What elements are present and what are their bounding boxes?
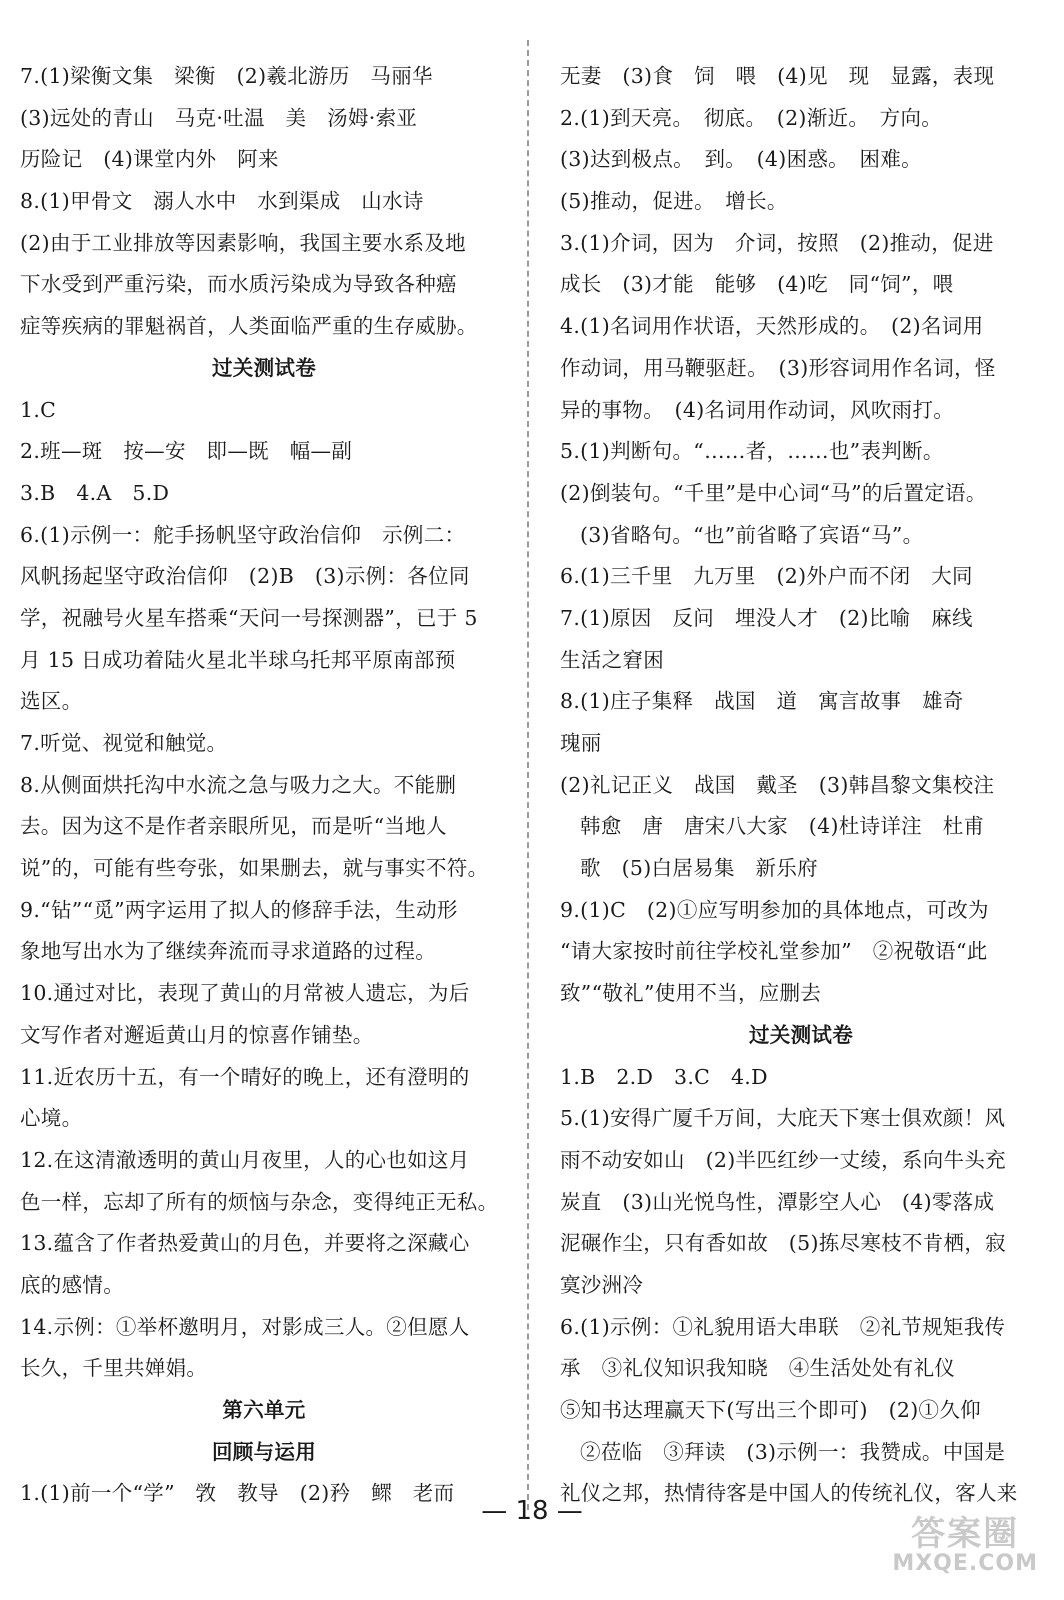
text-line: 8.(1)庄子集释 战国 道 寓言故事 雄奇 [560, 689, 964, 714]
text-line: ⑤知书达理赢天下(写出三个即可) (2)①久仰 [560, 1398, 981, 1422]
right-column [560, 56, 1042, 1515]
text-line: 风帆扬起坚守政治信仰 (2)B (3)示例：各位同 [20, 564, 470, 589]
text-line: 寞沙洲冷 [560, 1272, 644, 1297]
text-line: 心境。 [20, 1106, 83, 1131]
text-line: 6.(1)示例一：舵手扬帆坚守政治信仰 示例二： [20, 522, 466, 547]
text-line: (2)由于工业排放等因素影响，我国主要水系及地 [20, 230, 466, 255]
text-line: 5.(1)判断句。“……者，……也”表判断。 [560, 439, 944, 464]
text-line: 雨不动安如山 (2)半匹红纱一丈绫，系向牛头充 [560, 1147, 1006, 1172]
text-line: 底的感情。 [20, 1272, 124, 1297]
text-line: 去。因为这不是作者亲眼所见，而是听“当地人 [20, 814, 447, 839]
text-line: 1.B 2.D 3.C 4.D [560, 1064, 768, 1089]
text-line: 2.班—斑 按—安 即—既 幅—副 [20, 439, 353, 464]
text-line: ②莅临 ③拜读 (3)示例一：我赞成。中国是 [580, 1439, 1006, 1464]
text-line: 长久，千里共婵娟。 [20, 1356, 208, 1381]
text-line: 礼仪之邦，热情待客是中国人的传统礼仪，客人来 [560, 1481, 1018, 1506]
text-line: 9.(1)C (2)①应写明参加的具体地点，可改为 [560, 897, 989, 922]
text-line: 症等疾病的罪魁祸首，人类面临严重的生存威胁。 [20, 314, 478, 339]
section-heading: 过关测试卷 [749, 1022, 853, 1047]
text-line: 文写作者对邂逅黄山月的惊喜作铺垫。 [20, 1022, 374, 1047]
text-line: 月 15 日成功着陆火星北半球乌托邦平原南部预 [20, 647, 456, 672]
text-line: 1.(1)前一个“学” 敩 教导 (2)矜 鳏 老而 [20, 1481, 455, 1506]
text-line: 6.(1)三千里 九万里 (2)外户而不闭 大同 [560, 564, 973, 589]
text-line: 生活之窘困 [560, 647, 664, 672]
watermark-url: MXQE.COM [892, 1551, 1038, 1576]
text-line: 1.C [20, 397, 57, 422]
section-heading: 第六单元 [222, 1398, 306, 1422]
text-line: 下水受到严重污染，而水质污染成为导致各种癌 [20, 272, 457, 297]
text-line: 7.听觉、视觉和触觉。 [20, 731, 228, 755]
text-line: 5.(1)安得广厦千万间，大庇天下寒士俱欢颜！风 [560, 1106, 1006, 1131]
text-line: 致”“敬礼”使用不当，应删去 [560, 981, 822, 1006]
page-number: — 18 — [481, 1496, 583, 1526]
text-line: “请大家按时前往学校礼堂参加” ②祝敬语“此 [560, 939, 988, 964]
text-line: 异的事物。 (4)名词用作动词，风吹雨打。 [560, 397, 955, 422]
text-line: 3.B 4.A 5.D [20, 480, 170, 505]
text-line: (5)推动，促进。 增长。 [560, 189, 788, 214]
text-line: 泥碾作尘，只有香如故 (5)拣尽寒枝不肯栖，寂 [560, 1231, 1006, 1256]
watermark-logo: 答案圈 [911, 1514, 1020, 1554]
text-line: 说”的，可能有些夸张，如果删去，就与事实不符。 [20, 856, 489, 881]
text-line: (2)倒装句。“千里”是中心词“马”的后置定语。 [560, 480, 987, 505]
text-line: 选区。 [20, 689, 83, 714]
text-line: 14.示例：①举杯邀明月，对影成三人。②但愿人 [20, 1314, 470, 1339]
text-line: 7.(1)原因 反问 埋没人才 (2)比喻 麻线 [560, 605, 973, 630]
text-line: 13.蕴含了作者热爱黄山的月色，并要将之深藏心 [20, 1231, 470, 1256]
text-line: 炭直 (3)山光悦鸟性，潭影空人心 (4)零落成 [560, 1189, 995, 1214]
text-line: 10.通过对比，表现了黄山的月常被人遗忘，为后 [20, 981, 470, 1006]
text-line: 6.(1)示例：①礼貌用语大串联 ②礼节规矩我传 [560, 1314, 1006, 1339]
text-line: 作动词，用马鞭驱赶。 (3)形容词用作名词，怪 [560, 355, 996, 380]
text-line: 学，祝融号火星车搭乘“天问一号探测器”，已于 5 [20, 605, 478, 630]
text-line: 瑰丽 [560, 731, 602, 755]
section-heading: 回顾与运用 [212, 1439, 316, 1464]
text-line: 歌 (5)白居易集 新乐府 [580, 856, 818, 881]
text-line: 2.(1)到天亮。 彻底。 (2)渐近。 方向。 [560, 105, 943, 130]
text-line: 4.(1)名词用作状语，天然形成的。 (2)名词用 [560, 314, 984, 339]
text-line: 象地写出水为了继续奔流而寻求道路的过程。 [20, 939, 436, 964]
text-line: 韩愈 唐 唐宋八大家 (4)杜诗详注 杜甫 [580, 814, 985, 839]
left-column [20, 56, 508, 1515]
text-line: 8.从侧面烘托沟中水流之急与吸力之大。不能删 [20, 772, 457, 797]
text-line: 3.(1)介词，因为 介词，按照 (2)推动，促进 [560, 230, 994, 255]
text-line: (3)达到极点。 到。 (4)困惑。 困难。 [560, 147, 922, 172]
text-line: 成长 (3)才能 能够 (4)吃 同“饲”，喂 [560, 272, 954, 297]
text-line: (3)远处的青山 马克·吐温 美 汤姆·索亚 [20, 105, 418, 130]
text-line: 无妻 (3)食 饲 喂 (4)见 现 显露，表现 [560, 64, 995, 88]
text-line: 历险记 (4)课堂内外 阿来 [20, 147, 279, 172]
text-line: 11.近农历十五，有一个晴好的晚上，还有澄明的 [20, 1064, 470, 1089]
text-line: 9.“钻”“觅”两字运用了拟人的修辞手法，生动形 [20, 897, 458, 922]
text-line: 7.(1)梁衡文集 梁衡 (2)羲北游历 马丽华 [20, 64, 433, 88]
text-line: (3)省略句。“也”前省略了宾语“马”。 [580, 522, 924, 547]
text-line: 12.在这清澈透明的黄山月夜里，人的心也如这月 [20, 1147, 470, 1172]
text-line: 色一样，忘却了所有的烦恼与杂念，变得纯正无私。 [20, 1189, 499, 1214]
text-line: 承 ③礼仪知识我知晓 ④生活处处有礼仪 [560, 1356, 956, 1381]
section-heading: 过关测试卷 [212, 355, 316, 380]
text-line: (2)礼记正义 战国 戴圣 (3)韩昌黎文集校注 [560, 772, 995, 797]
column-divider [527, 40, 529, 1510]
text-line: 8.(1)甲骨文 溺人水中 水到渠成 山水诗 [20, 189, 424, 214]
watermark [892, 1506, 1038, 1576]
